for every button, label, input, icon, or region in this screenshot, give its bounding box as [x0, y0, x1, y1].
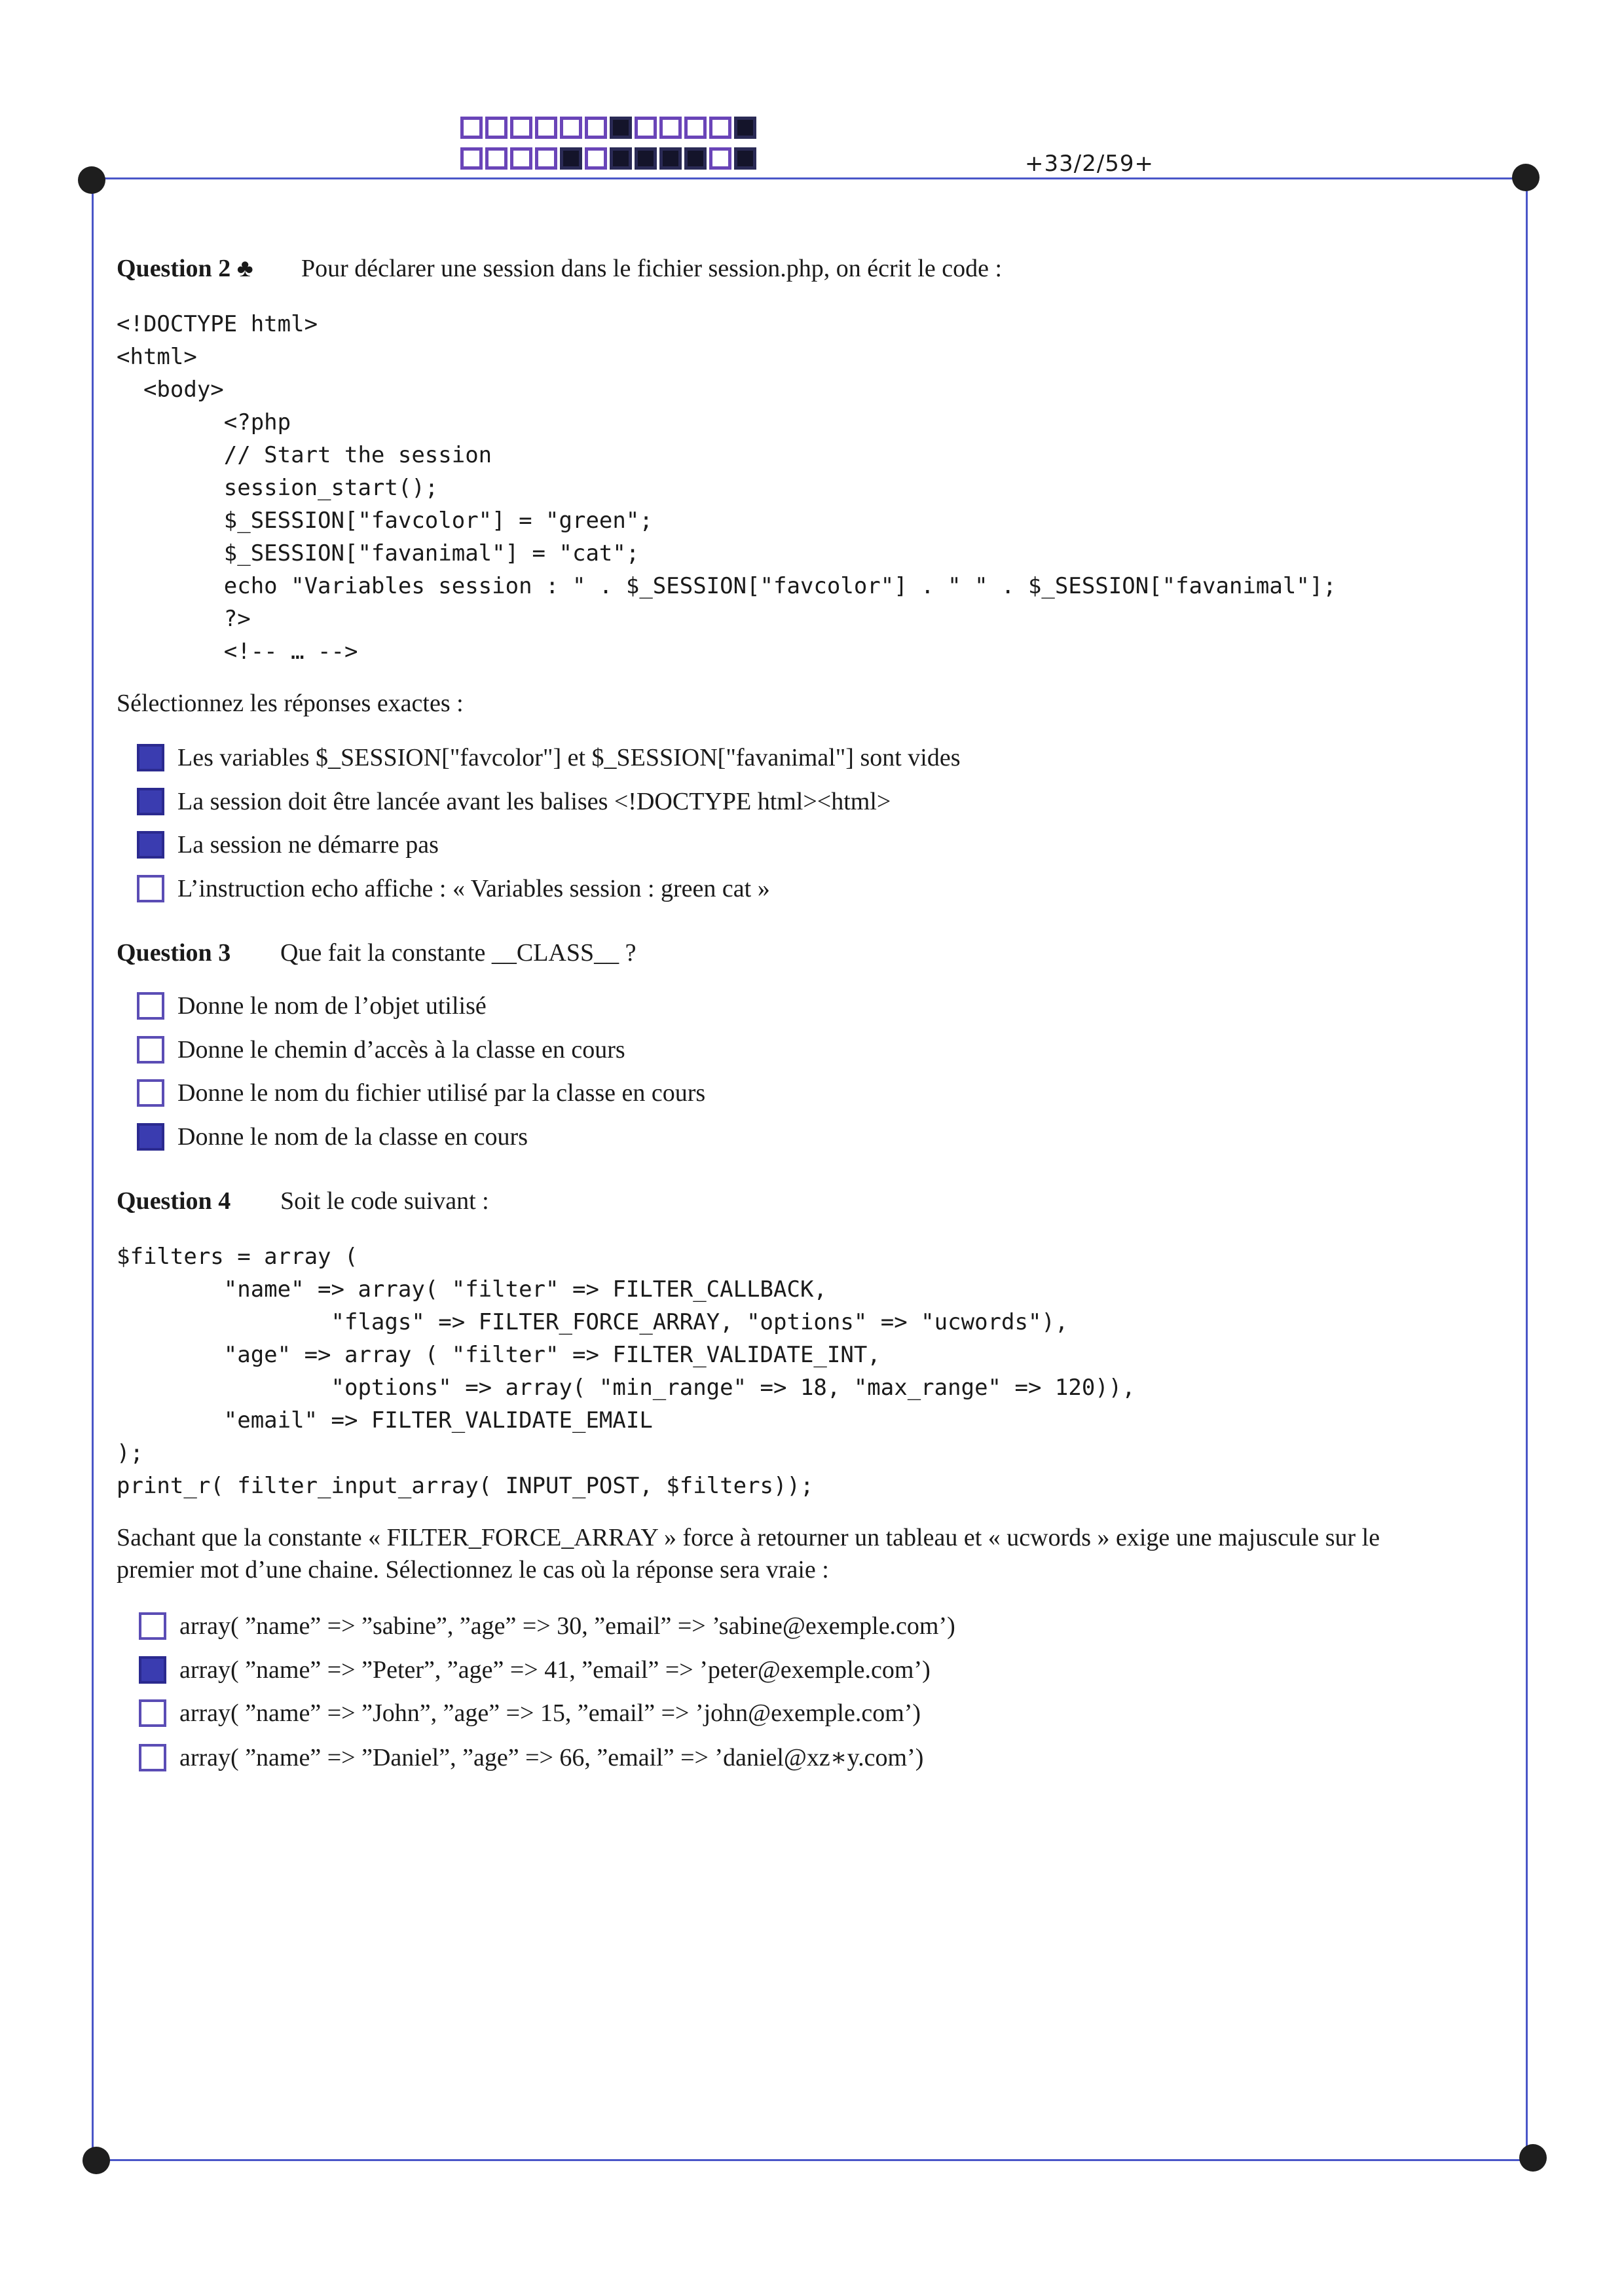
frame-top-line	[92, 177, 1527, 179]
q4-option-2-label: array( ”name” => ”Peter”, ”age” => 41, ”email” => ’peter@exemple.com’)	[179, 1656, 931, 1684]
q3-option-2[interactable]	[137, 1035, 625, 1064]
barcode-cell	[709, 117, 731, 139]
barcode-cell	[460, 117, 483, 139]
corner-marker-top-left	[78, 166, 105, 194]
barcode-cell	[535, 117, 557, 139]
question-4-text: Soit le code suivant :	[280, 1187, 489, 1215]
q3-option-1[interactable]	[137, 991, 487, 1020]
q2-option-2-checkbox[interactable]	[137, 788, 164, 815]
question-4-code-block: $filters = array ( "name" => array( "filter" => FILTER_CALLBACK, "flags" => FILTER_FORCE_ARRAY, "options" => "ucwords"), "age" => array ( "filter" => FILTER_VALIDATE_INT, "options" => array( "min_range" => 18, "max_range" => 120)), "email" => FILTER_VALIDATE_EMAIL ); print_r( filter_input_array( INPUT_POST, $filters));	[117, 1244, 1135, 1499]
q2-option-1-label: Les variables $_SESSION["favcolor"] et $_SESSION["favanimal"] sont vides	[177, 744, 961, 771]
q4-option-1-label: array( ”name” => ”sabine”, ”age” => 30, ”email” => ’sabine@exemple.com’)	[179, 1612, 955, 1640]
question-4-label: Question 4	[117, 1187, 231, 1215]
barcode-cell	[610, 147, 632, 170]
q2-option-4-label: L’instruction echo affiche : « Variables session : green cat »	[177, 875, 770, 902]
q4-option-4-label: array( ”name” => ”Daniel”, ”age” => 66, ”email” => ’daniel@xz∗y.com’)	[179, 1744, 924, 1771]
frame-bottom-line	[96, 2159, 1532, 2161]
barcode-cell	[510, 117, 532, 139]
barcode-cell	[535, 147, 557, 170]
question-3-label: Question 3	[117, 939, 231, 967]
q3-option-3-checkbox[interactable]	[137, 1079, 164, 1107]
q2-option-3-label: La session ne démarre pas	[177, 831, 439, 859]
barcode-cell	[510, 147, 532, 170]
barcode-cell	[485, 117, 507, 139]
q2-option-1[interactable]	[137, 743, 961, 772]
barcode-cell	[684, 117, 707, 139]
barcode-cell	[709, 147, 731, 170]
q2-option-4[interactable]	[137, 874, 770, 903]
q2-option-4-checkbox[interactable]	[137, 875, 164, 902]
barcode-row-bottom	[460, 147, 759, 170]
barcode-cell	[684, 147, 707, 170]
q2-option-1-checkbox[interactable]	[137, 744, 164, 771]
q4-option-1[interactable]	[139, 1612, 955, 1640]
q4-option-2-checkbox[interactable]	[139, 1656, 166, 1684]
q4-option-3-label: array( ”name” => ”John”, ”age” => 15, ”email” => ’john@exemple.com’)	[179, 1699, 921, 1727]
q4-option-4[interactable]	[139, 1743, 923, 1772]
q2-option-3-checkbox[interactable]	[137, 831, 164, 859]
barcode-cell	[585, 117, 607, 139]
frame-right-line	[1526, 177, 1528, 2161]
barcode-cell	[560, 117, 582, 139]
corner-marker-bottom-left	[83, 2147, 110, 2174]
q4-option-1-checkbox[interactable]	[139, 1612, 166, 1640]
question-4-note-line-1: Sachant que la constante « FILTER_FORCE_ARRAY » force à retourner un tableau et « ucwords » exige une majuscule sur le	[117, 1524, 1380, 1551]
q3-option-3-label: Donne le nom du fichier utilisé par la classe en cours	[177, 1079, 706, 1107]
frame-left-line	[92, 177, 94, 2161]
barcode-cell	[734, 147, 756, 170]
q4-option-4-checkbox[interactable]	[139, 1744, 166, 1771]
page-identifier: +33/2/59+	[1025, 151, 1154, 177]
barcode-cell	[610, 117, 632, 139]
barcode-cell	[635, 117, 657, 139]
barcode-row-top	[460, 117, 759, 139]
barcode-cell	[460, 147, 483, 170]
barcode-cell	[659, 147, 682, 170]
q3-option-3[interactable]	[137, 1079, 705, 1107]
q2-option-2-label: La session doit être lancée avant les balises <!DOCTYPE html><html>	[177, 788, 891, 815]
barcode-cell	[585, 147, 607, 170]
q3-option-1-checkbox[interactable]	[137, 992, 164, 1020]
q4-option-3-checkbox[interactable]	[139, 1699, 166, 1727]
q3-option-1-label: Donne le nom de l’objet utilisé	[177, 992, 487, 1020]
corner-marker-top-right	[1512, 164, 1540, 191]
question-4-note-line-2: premier mot d’une chaine. Sélectionnez le cas où la réponse sera vraie :	[117, 1556, 829, 1583]
q2-option-2[interactable]	[137, 787, 891, 816]
question-3-text: Que fait la constante __CLASS__ ?	[280, 939, 637, 967]
q3-option-4-label: Donne le nom de la classe en cours	[177, 1123, 528, 1151]
q4-option-2[interactable]	[139, 1656, 931, 1684]
question-2-prompt: Sélectionnez les réponses exactes :	[117, 690, 464, 717]
question-2-code-block: <!DOCTYPE html> <html> <body> <?php // Start the session session_start(); $_SESSION["favcolor"] = "green"; $_SESSION["favanimal"] = "cat"; echo "Variables session : " . $_SESSION["favcolor"] . " " . $_SESSION["favanimal"]; ?> <!-- … -->	[117, 311, 1337, 665]
barcode-cell	[635, 147, 657, 170]
q2-option-3[interactable]	[137, 830, 439, 859]
q3-option-4[interactable]	[137, 1122, 528, 1151]
corner-marker-bottom-right	[1519, 2144, 1547, 2172]
barcode-cell	[734, 117, 756, 139]
question-2-label: Question 2 ♣	[117, 255, 253, 282]
q3-option-2-label: Donne le chemin d’accès à la classe en cours	[177, 1036, 625, 1064]
barcode-cell	[560, 147, 582, 170]
q3-option-4-checkbox[interactable]	[137, 1123, 164, 1151]
q4-option-3[interactable]	[139, 1699, 921, 1728]
barcode-cell	[485, 147, 507, 170]
question-2-text: Pour déclarer une session dans le fichier session.php, on écrit le code :	[301, 255, 1003, 282]
barcode-cell	[659, 117, 682, 139]
q3-option-2-checkbox[interactable]	[137, 1036, 164, 1064]
